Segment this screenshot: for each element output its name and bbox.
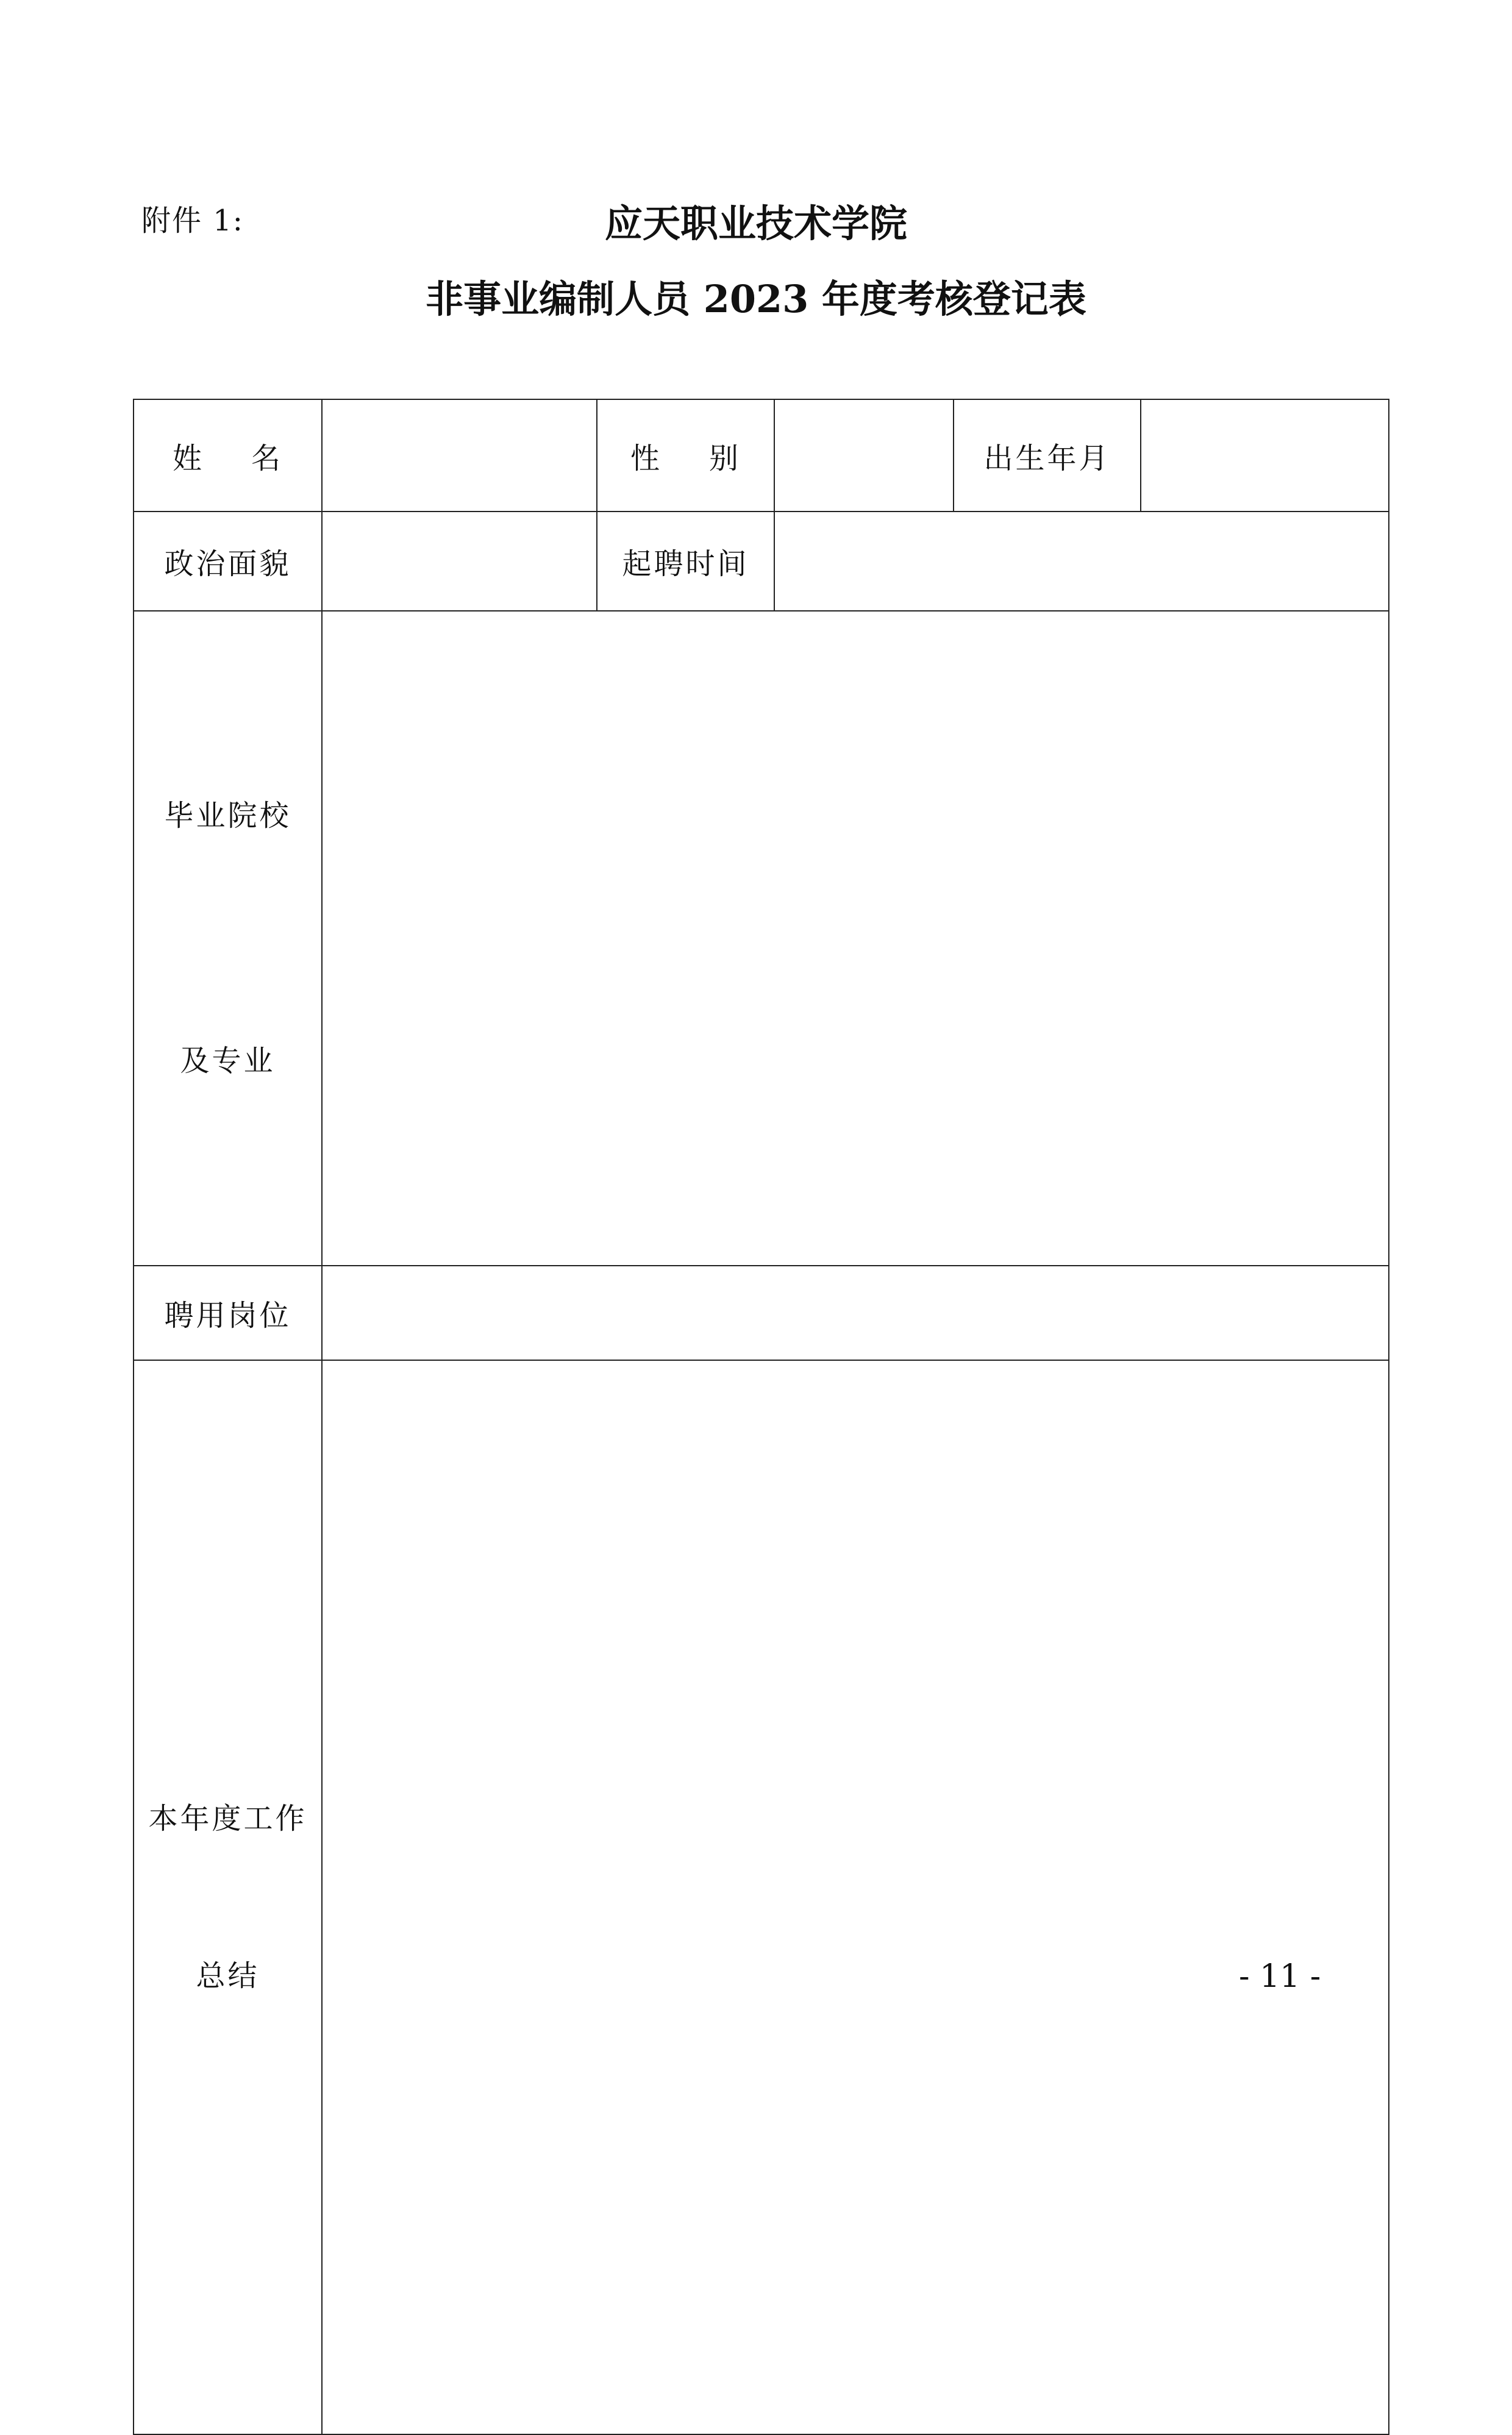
school-major-label-line1: 毕业院校 (164, 799, 291, 833)
political-status-label: 政治面貌 (134, 512, 322, 611)
document-title-institution: 应天职业技术学院 (604, 201, 907, 246)
annual-summary-label-line2: 总结 (196, 1959, 260, 1993)
page-number: - 11 - (1239, 1958, 1321, 1995)
annual-summary-label-line1: 本年度工作 (148, 1802, 307, 1836)
gender-label: 性 别 (597, 399, 774, 512)
political-status-field[interactable] (322, 512, 597, 611)
birth-date-field[interactable] (1141, 399, 1389, 512)
attachment-label: 附件 1: (141, 204, 244, 238)
hire-date-field[interactable] (774, 512, 1389, 611)
school-major-label-line2: 及专业 (180, 1044, 276, 1078)
school-major-field[interactable] (322, 611, 1389, 1266)
employment-position-field[interactable] (322, 1266, 1389, 1360)
hire-date-label: 起聘时间 (597, 512, 774, 611)
gender-field[interactable] (774, 399, 954, 512)
document-title-form: 非事业编制人员 2023 年度考核登记表 (426, 277, 1086, 321)
name-label: 姓 名 (134, 399, 322, 512)
registration-form-table (133, 399, 1389, 2435)
annual-summary-label (134, 1360, 322, 2434)
school-major-label (134, 611, 322, 1266)
name-field[interactable] (322, 399, 597, 512)
employment-position-label: 聘用岗位 (134, 1266, 322, 1360)
annual-summary-field[interactable] (322, 1360, 1389, 2434)
birth-date-label: 出生年月 (954, 399, 1141, 512)
